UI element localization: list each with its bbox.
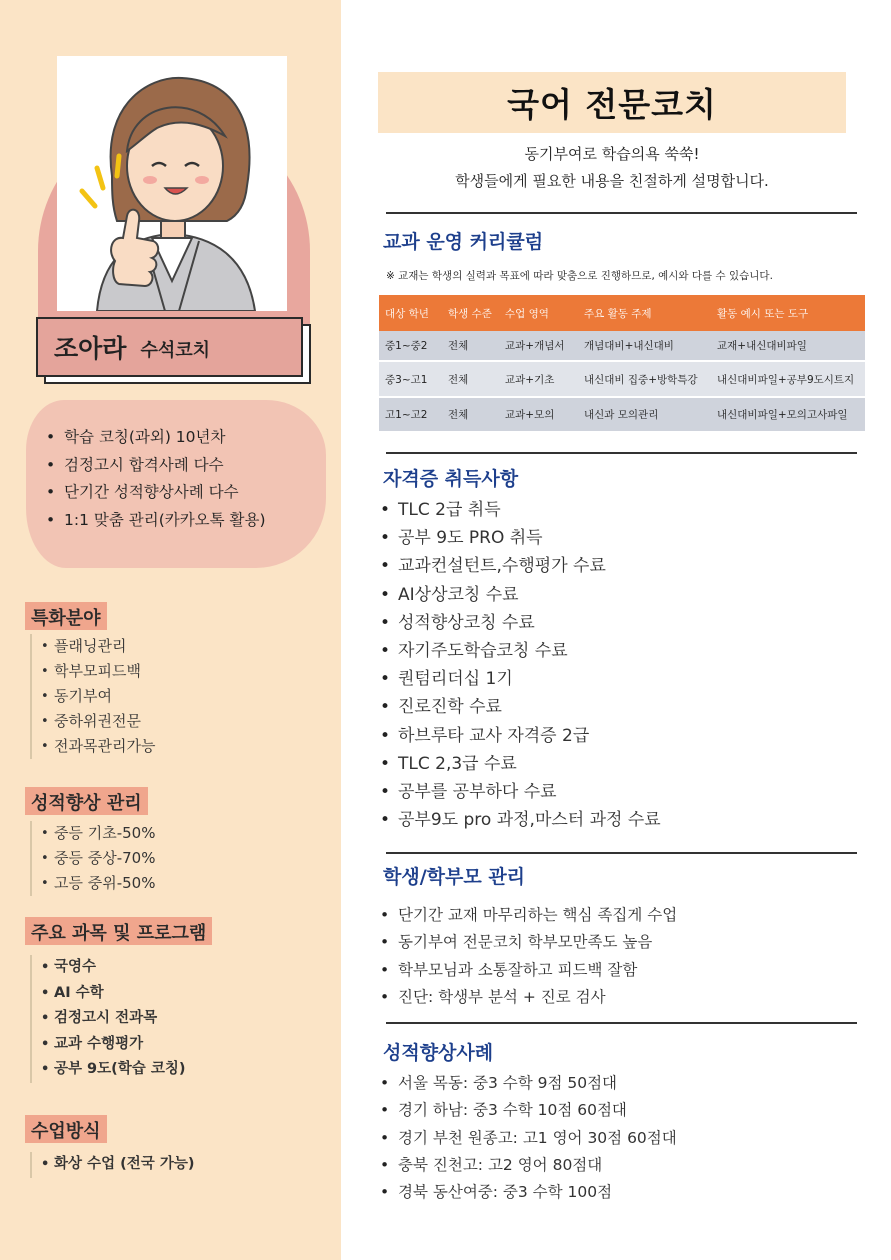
list-item: • 진로진학 수료 xyxy=(380,693,661,721)
list-item: • 고등 중위-50% xyxy=(32,871,155,896)
certs-list xyxy=(380,496,661,834)
specialty-title: 특화분야 xyxy=(25,602,107,630)
divider xyxy=(386,452,857,454)
list-item: • 진단: 학생부 분석 + 진로 검사 xyxy=(380,984,677,1011)
subjects-list xyxy=(30,955,186,1083)
list-item: • 공부 9도 PRO 취득 xyxy=(380,524,661,552)
table-cell: 중3~고1 xyxy=(385,373,428,386)
list-item: • 검정고시 전과목 xyxy=(32,1006,186,1032)
table-header-cell: 대상 학년 xyxy=(385,307,429,320)
table-header-cell: 주요 활동 주제 xyxy=(584,307,652,320)
method-title: 수업방식 xyxy=(25,1115,107,1143)
curriculum-title: 교과 운영 커리큘럼 xyxy=(383,231,544,253)
list-item: • 공부를 공부하다 수료 xyxy=(380,778,661,806)
table-cell: 고1~고2 xyxy=(385,409,428,421)
divider xyxy=(386,212,857,214)
list-item: • AI상상코칭 수료 xyxy=(380,581,661,609)
highlights-box xyxy=(26,400,326,568)
list-item: • 경기 하남: 중3 수학 10점 60점대 xyxy=(380,1097,677,1124)
list-item: • 중등 중상-70% xyxy=(32,846,155,871)
list-item: • 자기주도학습코칭 수료 xyxy=(380,637,661,665)
profile-sidebar xyxy=(0,0,341,1260)
list-item: • 국영수 xyxy=(32,955,186,981)
list-item: • 1:1 맞춤 관리(카카오톡 활용) xyxy=(44,507,326,535)
table-cell: 내신대비파일+공부9도시트지 xyxy=(717,373,855,386)
list-item: • 서울 목동: 중3 수학 9점 50점대 xyxy=(380,1070,677,1097)
list-item: • 교과 수행평가 xyxy=(32,1032,186,1058)
table-cell: 교재+내신대비파일 xyxy=(717,340,807,352)
method-list xyxy=(30,1152,194,1178)
list-item: • 성적향상코칭 수료 xyxy=(380,609,661,637)
list-item: • 동기부여 xyxy=(32,684,155,709)
curriculum-table xyxy=(379,295,865,431)
table-cell: 내신대비파일+모의고사파일 xyxy=(717,409,848,421)
table-header-cell: 수업 영역 xyxy=(505,307,549,320)
subjects-title: 주요 과목 및 프로그램 xyxy=(25,917,212,945)
certs-title: 자격증 취득사항 xyxy=(383,468,519,490)
table-cell: 내신과 모의관리 xyxy=(584,409,659,421)
table-cell: 전체 xyxy=(448,409,469,421)
list-item: • 퀀텀리더십 1기 xyxy=(380,665,661,693)
page-title-box xyxy=(378,72,846,133)
table-header-cell: 학생 수준 xyxy=(448,307,492,320)
list-item: • TLC 2,3급 수료 xyxy=(380,750,661,778)
list-item: • 충북 진천고: 고2 영어 80점대 xyxy=(380,1152,677,1179)
list-item: • 공부 9도(학습 코칭) xyxy=(32,1057,186,1083)
table-cell: 교과+기초 xyxy=(505,373,555,386)
list-item: • 하브루타 교사 자격증 2급 xyxy=(380,722,661,750)
coach-name: 조아라 xyxy=(54,334,127,363)
list-item: • 단기간 성적향상사례 다수 xyxy=(44,479,326,507)
list-item: • 학부모피드백 xyxy=(32,659,155,684)
list-item: • 교과컨설턴트,수행평가 수료 xyxy=(380,552,661,580)
grade-mgmt-title: 성적향상 관리 xyxy=(25,787,148,815)
list-item: • 검정고시 합격사례 다수 xyxy=(44,452,326,480)
table-cell: 교과+개념서 xyxy=(505,340,565,352)
divider xyxy=(386,852,857,854)
list-item: • 학부모님과 소통잘하고 피드백 잘함 xyxy=(380,957,677,984)
student-mgmt-title: 학생/학부모 관리 xyxy=(383,866,526,888)
list-item: • 공부9도 pro 과정,마스터 과정 수료 xyxy=(380,806,661,834)
highlights-list xyxy=(26,400,326,534)
page-title: 국어 전문코치 xyxy=(507,85,717,124)
table-header-cell: 활동 예시 또는 도구 xyxy=(717,307,809,320)
table-cell: 교과+모의 xyxy=(505,409,555,421)
list-item: • 경기 부천 원종고: 고1 영어 30점 60점대 xyxy=(380,1125,677,1152)
list-item: • 중등 기초-50% xyxy=(32,821,155,846)
table-row xyxy=(379,331,865,362)
table-cell: 중1~중2 xyxy=(385,340,428,352)
coach-rank: 수석코치 xyxy=(140,340,211,361)
grade-mgmt-list xyxy=(30,821,155,896)
table-cell: 전체 xyxy=(448,340,469,352)
subtitle-line-2: 학생들에게 필요한 내용을 친절하게 설명합니다. xyxy=(455,172,769,190)
list-item: • 화상 수업 (전국 가능) xyxy=(32,1152,194,1178)
curriculum-note: ※ 교재는 학생의 실력과 목표에 따라 맞춤으로 진행하므로, 예시와 다를 수 있습니다. xyxy=(386,270,773,282)
list-item: • 동기부여 전문코치 학부모만족도 높음 xyxy=(380,929,677,956)
subtitle-line-1: 동기부여로 학습의욕 쑥쑥! xyxy=(524,145,700,163)
divider xyxy=(386,1022,857,1024)
cases-list xyxy=(380,1070,677,1206)
table-row xyxy=(379,396,865,431)
table-cell: 내신대비 집중+방학특강 xyxy=(584,373,698,386)
list-item: • AI 수학 xyxy=(32,981,186,1007)
table-row xyxy=(379,362,865,396)
table-cell: 전체 xyxy=(448,373,469,386)
list-item: • TLC 2급 취득 xyxy=(380,496,661,524)
coach-photo xyxy=(57,56,287,311)
coach-illustration-icon xyxy=(57,56,287,311)
specialty-list xyxy=(30,634,155,759)
list-item: • 중하위권전문 xyxy=(32,709,155,734)
name-card xyxy=(36,317,303,377)
list-item: • 플래닝관리 xyxy=(32,634,155,659)
table-cell: 개념대비+내신대비 xyxy=(584,340,674,352)
cases-title: 성적향상사례 xyxy=(383,1042,494,1064)
list-item: • 학습 코칭(과외) 10년차 xyxy=(44,424,326,452)
table-header-row xyxy=(379,295,865,331)
list-item: • 경북 동산여중: 중3 수학 100점 xyxy=(380,1179,677,1206)
list-item: • 단기간 교재 마무리하는 핵심 족집게 수업 xyxy=(380,902,677,929)
student-mgmt-list xyxy=(380,902,677,1011)
list-item: • 전과목관리가능 xyxy=(32,734,155,759)
